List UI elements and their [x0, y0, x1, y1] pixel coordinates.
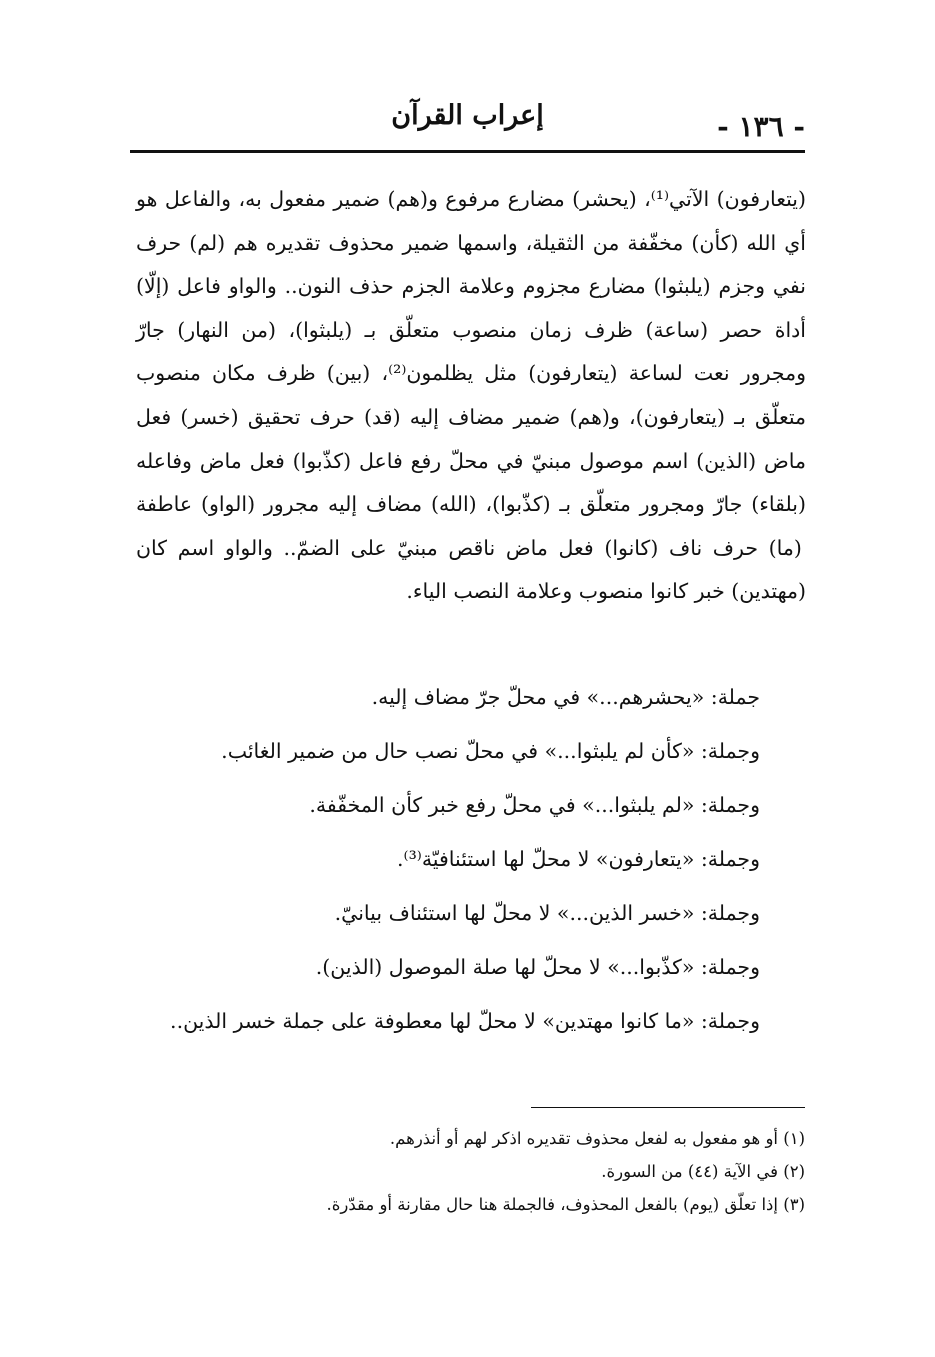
main-paragraph — [136, 178, 806, 614]
sentence-analysis-list — [136, 678, 806, 1056]
sentence-item: جملة: «يحشرهم...» في محلّ جرّ مضاف إليه. — [371, 685, 760, 709]
body-line: تقديره هم (لم) حرف نفي وجزم (يلبثوا) مضارع مجزوم وعلامة الجزم — [136, 230, 806, 299]
running-title: إعراب القرآن — [391, 100, 544, 131]
footnotes — [130, 1122, 805, 1221]
page-header — [130, 96, 805, 144]
footnote-3: (٣) إذا تعلّق (يوم) بالفعل المحذوف، فالجملة هنا حال مقارنة أو مقدّرة. — [326, 1195, 805, 1214]
body-line: (يتعارفون) الآتي⁽¹⁾، (يحشر) مضارع مرفوع و(هم) ضمير مفعول به، — [231, 187, 806, 211]
sentence-item: وجملة: «كذّبوا...» لا محلّ لها صلة الموصول (الذين). — [315, 955, 760, 979]
footnote-2: (٢) في الآية (٤٤) من السورة. — [601, 1162, 805, 1181]
header-rule — [130, 150, 805, 153]
sentence-item: وجملة: «لم يلبثوا...» في محلّ رفع خبر كأن المخفّفة. — [309, 793, 760, 817]
page-number: - ١٣٦ - — [717, 110, 805, 143]
sentence-item — [136, 1002, 806, 1040]
sentence-item — [136, 732, 806, 770]
body-line: يظلمون⁽²⁾، (بين) ظرف مكان منصوب متعلّق بـ (يتعارفون)، و(هم) — [136, 361, 806, 429]
body-line: حرف ناف (كانوا) فعل ماض ناقص مبنيّ على الضمّ.. والواو اسم كان — [136, 535, 759, 560]
body-line: والفاعل هو أي الله (كأن) مخفّفة من الثقيلة، واسمها ضمير محذوف — [136, 187, 806, 255]
footnote-1: (١) أو هو مفعول به لفعل محذوف تقديره اذكر لهم أو أنذرهم. — [389, 1129, 805, 1148]
sentence-item: وجملة: «خسر الذين...» لا محلّ لها استئناف بيانيّ. — [334, 901, 760, 925]
sentence-text: وجملة: «ما كانوا مهتدين» لا محلّ لها معطوفة على جملة خسر الذين.. — [170, 1009, 760, 1033]
sentence-item: وجملة: «يتعارفون» لا محلّ لها استئنافيّة⁽³⁾. — [397, 847, 760, 871]
footnote-separator — [531, 1107, 805, 1108]
sentence-text: وجملة: «كأن لم يلبثوا...» في محلّ نصب حال من ضمير الغائب. — [221, 739, 760, 763]
body-line: (مهتدين) خبر كانوا منصوب وعلامة النصب الياء. — [406, 579, 806, 604]
body-line: ومجرور متعلّق بـ (كذّبوا)، (الله) مضاف إليه مجرور (الواو) عاطفة (ما) — [136, 492, 802, 560]
body-line: موصول مبنيّ في محلّ رفع فاعل (كذّبوا) فعل ماض وفاعله (بلقاء) جارّ — [136, 448, 806, 517]
body-line: متعلّق بـ (يلبثوا)، (من النهار) جارّ ومجرور نعت لساعة (يتعارفون) مثل — [136, 317, 806, 386]
body-line: ضمير مضاف إليه (قد) حرف تحقيق (خسر) فعل ماض (الذين) اسم — [136, 404, 806, 473]
body-line: حذف النون.. والواو فاعل (إلّا) أداة حصر (ساعة) ظرف زمان منصوب — [136, 274, 806, 342]
